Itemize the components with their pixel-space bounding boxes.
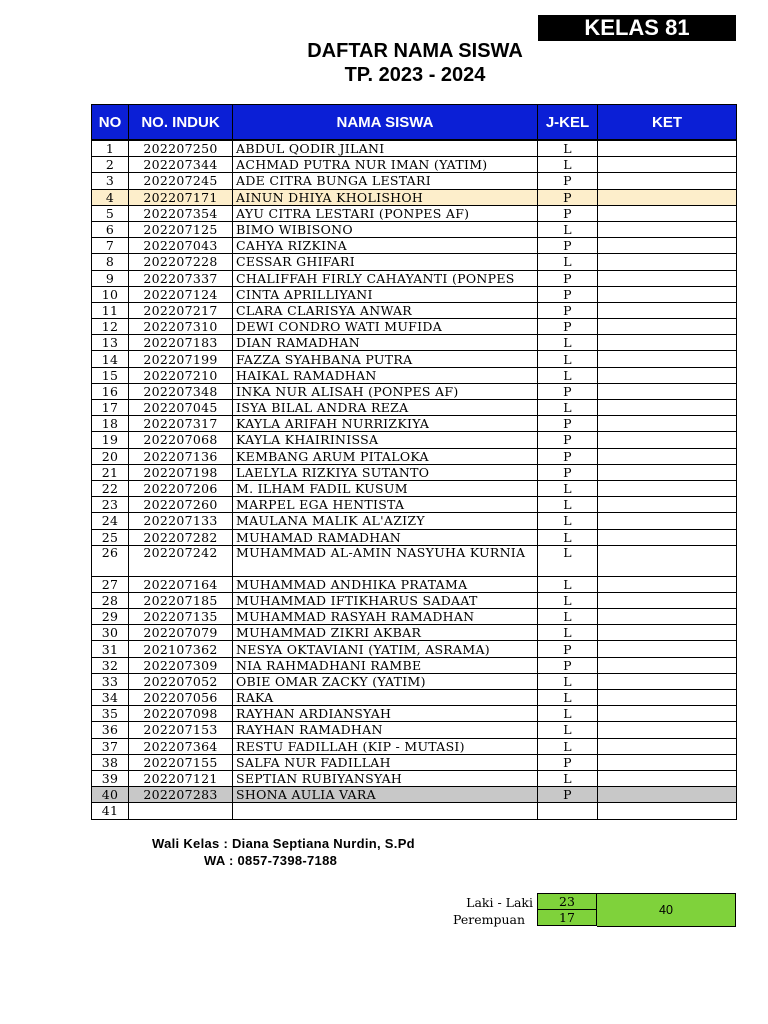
summary-counts	[537, 893, 597, 925]
header-no-induk: NO. INDUK	[129, 105, 233, 141]
jenis-kelamin: L	[538, 335, 598, 351]
keterangan	[598, 690, 737, 706]
table-row	[92, 738, 737, 754]
jenis-kelamin: P	[538, 238, 598, 254]
table-row	[92, 416, 737, 432]
nomor-induk: 202207317	[129, 416, 233, 432]
table-row	[92, 157, 737, 173]
keterangan	[598, 545, 737, 576]
nomor-induk: 202107362	[129, 641, 233, 657]
row-number: 25	[92, 529, 129, 545]
jenis-kelamin: P	[538, 189, 598, 205]
row-number: 31	[92, 641, 129, 657]
table-row	[92, 690, 737, 706]
jenis-kelamin: L	[538, 722, 598, 738]
nomor-induk: 202207199	[129, 351, 233, 367]
nomor-induk: 202207056	[129, 690, 233, 706]
nama-siswa: LAELYLA RIZKIYA SUTANTO	[233, 464, 538, 480]
nama-siswa: AYU CITRA LESTARI (PONPES AF)	[233, 205, 538, 221]
keterangan	[598, 480, 737, 496]
keterangan	[598, 754, 737, 770]
keterangan	[598, 335, 737, 351]
keterangan	[598, 319, 737, 335]
jenis-kelamin: L	[538, 673, 598, 689]
row-number: 39	[92, 770, 129, 786]
table-row	[92, 513, 737, 529]
jenis-kelamin: L	[538, 367, 598, 383]
table-row	[92, 609, 737, 625]
jenis-kelamin: P	[538, 270, 598, 286]
row-number: 3	[92, 173, 129, 189]
jenis-kelamin: L	[538, 497, 598, 513]
row-number: 10	[92, 286, 129, 302]
jenis-kelamin: L	[538, 545, 598, 576]
keterangan	[598, 400, 737, 416]
table-row	[92, 254, 737, 270]
nomor-induk: 202207043	[129, 238, 233, 254]
nomor-induk: 202207310	[129, 319, 233, 335]
table-row	[92, 448, 737, 464]
nomor-induk: 202207052	[129, 673, 233, 689]
nama-siswa: RAYHAN ARDIANSYAH	[233, 706, 538, 722]
nomor-induk: 202207250	[129, 140, 233, 157]
row-number: 16	[92, 383, 129, 399]
row-number: 40	[92, 787, 129, 803]
jenis-kelamin: L	[538, 254, 598, 270]
jenis-kelamin: L	[538, 738, 598, 754]
nomor-induk: 202207206	[129, 480, 233, 496]
nomor-induk: 202207185	[129, 592, 233, 608]
table-row	[92, 592, 737, 608]
nomor-induk: 202207364	[129, 738, 233, 754]
keterangan	[598, 416, 737, 432]
nama-siswa: KAYLA ARIFAH NURRIZKIYA	[233, 416, 538, 432]
table-row	[92, 480, 737, 496]
table-row	[92, 286, 737, 302]
row-number: 15	[92, 367, 129, 383]
nama-siswa: KAYLA KHAIRINISSA	[233, 432, 538, 448]
nama-siswa: ABDUL QODIR JILANI	[233, 140, 538, 157]
jenis-kelamin: L	[538, 609, 598, 625]
nama-siswa: CINTA APRILLIYANI	[233, 286, 538, 302]
nama-siswa: NESYA OKTAVIANI (YATIM, ASRAMA)	[233, 641, 538, 657]
jenis-kelamin: P	[538, 416, 598, 432]
row-number: 33	[92, 673, 129, 689]
header-no: NO	[92, 105, 129, 141]
row-number: 41	[92, 803, 129, 819]
table-row	[92, 770, 737, 786]
row-number: 8	[92, 254, 129, 270]
nomor-induk: 202207198	[129, 464, 233, 480]
nomor-induk: 202207337	[129, 270, 233, 286]
nama-siswa: MUHAMMAD IFTIKHARUS SADAAT	[233, 592, 538, 608]
row-number: 26	[92, 545, 129, 576]
table-row	[92, 545, 737, 576]
row-number: 24	[92, 513, 129, 529]
row-number: 27	[92, 576, 129, 592]
nama-siswa: KEMBANG ARUM PITALOKA	[233, 448, 538, 464]
table-row	[92, 173, 737, 189]
jenis-kelamin: L	[538, 690, 598, 706]
table-row	[92, 335, 737, 351]
nomor-induk: 202207124	[129, 286, 233, 302]
nama-siswa: CHALIFFAH FIRLY CAHAYANTI (PONPES	[233, 270, 538, 286]
nama-siswa: M. ILHAM FADIL KUSUM	[233, 480, 538, 496]
jenis-kelamin: P	[538, 302, 598, 318]
nama-siswa: NIA RAHMADHANI RAMBE	[233, 657, 538, 673]
jenis-kelamin: L	[538, 140, 598, 157]
nama-siswa: MUHAMAD RAMADHAN	[233, 529, 538, 545]
nama-siswa	[233, 803, 538, 819]
table-row	[92, 270, 737, 286]
jenis-kelamin: P	[538, 657, 598, 673]
table-row	[92, 351, 737, 367]
row-number: 7	[92, 238, 129, 254]
keterangan	[598, 238, 737, 254]
table-row	[92, 319, 737, 335]
nama-siswa: MUHAMMAD ZIKRI AKBAR	[233, 625, 538, 641]
nomor-induk: 202207183	[129, 335, 233, 351]
nomor-induk: 202207228	[129, 254, 233, 270]
row-number: 21	[92, 464, 129, 480]
nomor-induk: 202207348	[129, 383, 233, 399]
nomor-induk: 202207210	[129, 367, 233, 383]
table-row	[92, 722, 737, 738]
nama-siswa: INKA NUR ALISAH (PONPES AF)	[233, 383, 538, 399]
table-row	[92, 400, 737, 416]
row-number: 11	[92, 302, 129, 318]
nomor-induk: 202207135	[129, 609, 233, 625]
keterangan	[598, 657, 737, 673]
header-jenis-kelamin: J-KEL	[538, 105, 598, 141]
nama-siswa: CLARA CLARISYA ANWAR	[233, 302, 538, 318]
keterangan	[598, 432, 737, 448]
header-nama-siswa: NAMA SISWA	[233, 105, 538, 141]
jenis-kelamin: P	[538, 754, 598, 770]
table-row	[92, 787, 737, 803]
nomor-induk: 202207354	[129, 205, 233, 221]
table-row	[92, 432, 737, 448]
nama-siswa: SHONA AULIA VARA	[233, 787, 538, 803]
keterangan	[598, 770, 737, 786]
nama-siswa: CESSAR GHIFARI	[233, 254, 538, 270]
nama-siswa: MUHAMMAD ANDHIKA PRATAMA	[233, 576, 538, 592]
student-table-body	[92, 140, 737, 819]
keterangan	[598, 738, 737, 754]
row-number: 1	[92, 140, 129, 157]
nomor-induk	[129, 803, 233, 819]
jenis-kelamin: L	[538, 592, 598, 608]
table-row	[92, 529, 737, 545]
keterangan	[598, 576, 737, 592]
summary-perempuan-label: Perempuan	[452, 912, 525, 927]
row-number: 37	[92, 738, 129, 754]
row-number: 35	[92, 706, 129, 722]
keterangan	[598, 625, 737, 641]
keterangan	[598, 592, 737, 608]
keterangan	[598, 157, 737, 173]
nomor-induk: 202207164	[129, 576, 233, 592]
keterangan	[598, 722, 737, 738]
nama-siswa: MUHAMMAD AL-AMIN NASYUHA KURNIA	[233, 545, 538, 576]
row-number: 14	[92, 351, 129, 367]
keterangan	[598, 140, 737, 157]
jenis-kelamin: L	[538, 706, 598, 722]
keterangan	[598, 641, 737, 657]
nomor-induk: 202207121	[129, 770, 233, 786]
row-number: 18	[92, 416, 129, 432]
table-row	[92, 464, 737, 480]
nama-siswa: OBIE OMAR ZACKY (YATIM)	[233, 673, 538, 689]
jenis-kelamin: L	[538, 480, 598, 496]
nomor-induk: 202207283	[129, 787, 233, 803]
row-number: 19	[92, 432, 129, 448]
table-row	[92, 205, 737, 221]
keterangan	[598, 787, 737, 803]
row-number: 12	[92, 319, 129, 335]
row-number: 29	[92, 609, 129, 625]
keterangan	[598, 609, 737, 625]
row-number: 28	[92, 592, 129, 608]
jenis-kelamin: L	[538, 770, 598, 786]
row-number: 4	[92, 189, 129, 205]
row-number: 23	[92, 497, 129, 513]
jenis-kelamin: P	[538, 464, 598, 480]
nama-siswa: RAYHAN RAMADHAN	[233, 722, 538, 738]
jenis-kelamin: P	[538, 205, 598, 221]
wali-kelas: Wali Kelas : Diana Septiana Nurdin, S.Pd	[152, 836, 415, 851]
nomor-induk: 202207260	[129, 497, 233, 513]
jenis-kelamin: L	[538, 529, 598, 545]
nomor-induk: 202207079	[129, 625, 233, 641]
class-badge: KELAS 81	[538, 15, 736, 41]
keterangan	[598, 383, 737, 399]
summary-laki-label: Laki - Laki	[466, 895, 533, 910]
nama-siswa: ISYA BILAL ANDRA REZA	[233, 400, 538, 416]
jenis-kelamin: P	[538, 383, 598, 399]
nomor-induk: 202207282	[129, 529, 233, 545]
table-row	[92, 657, 737, 673]
nomor-induk: 202207344	[129, 157, 233, 173]
wali-phone: WA : 0857-7398-7188	[204, 853, 338, 868]
keterangan	[598, 189, 737, 205]
table-row	[92, 497, 737, 513]
table-row	[92, 221, 737, 237]
nama-siswa: ACHMAD PUTRA NUR IMAN (YATIM)	[233, 157, 538, 173]
row-number: 38	[92, 754, 129, 770]
table-row	[92, 625, 737, 641]
table-row	[92, 754, 737, 770]
nomor-induk: 202207136	[129, 448, 233, 464]
table-row	[92, 706, 737, 722]
nama-siswa: RESTU FADILLAH (KIP - MUTASI)	[233, 738, 538, 754]
nama-siswa: DEWI CONDRO WATI MUFIDA	[233, 319, 538, 335]
table-row	[92, 576, 737, 592]
nama-siswa: SEPTIAN RUBIYANSYAH	[233, 770, 538, 786]
nama-siswa: MARPEL EGA HENTISTA	[233, 497, 538, 513]
keterangan	[598, 803, 737, 819]
keterangan	[598, 367, 737, 383]
row-number: 22	[92, 480, 129, 496]
jenis-kelamin: P	[538, 641, 598, 657]
row-number: 34	[92, 690, 129, 706]
keterangan	[598, 529, 737, 545]
nama-siswa: RAKA	[233, 690, 538, 706]
row-number: 9	[92, 270, 129, 286]
student-table	[91, 104, 737, 820]
nomor-induk: 202207309	[129, 657, 233, 673]
jenis-kelamin: L	[538, 400, 598, 416]
jenis-kelamin: P	[538, 787, 598, 803]
jenis-kelamin: L	[538, 351, 598, 367]
nama-siswa: MAULANA MALIK AL'AZIZY	[233, 513, 538, 529]
keterangan	[598, 673, 737, 689]
nomor-induk: 202207153	[129, 722, 233, 738]
table-row	[92, 189, 737, 205]
table-row	[92, 140, 737, 157]
row-number: 17	[92, 400, 129, 416]
nomor-induk: 202207133	[129, 513, 233, 529]
jenis-kelamin: L	[538, 625, 598, 641]
document-title: DAFTAR NAMA SISWA	[307, 40, 523, 62]
nomor-induk: 202207068	[129, 432, 233, 448]
jenis-kelamin: P	[538, 319, 598, 335]
nama-siswa: FAZZA SYAHBANA PUTRA	[233, 351, 538, 367]
jenis-kelamin: P	[538, 286, 598, 302]
table-row	[92, 367, 737, 383]
summary-laki-value: 23	[537, 893, 597, 910]
keterangan	[598, 173, 737, 189]
nomor-induk: 202207245	[129, 173, 233, 189]
nama-siswa: MUHAMMAD RASYAH RAMADHAN	[233, 609, 538, 625]
nomor-induk: 202207098	[129, 706, 233, 722]
keterangan	[598, 448, 737, 464]
keterangan	[598, 706, 737, 722]
jenis-kelamin: P	[538, 432, 598, 448]
row-number: 2	[92, 157, 129, 173]
nama-siswa: HAIKAL RAMADHAN	[233, 367, 538, 383]
nama-siswa: DIAN RAMADHAN	[233, 335, 538, 351]
table-row	[92, 383, 737, 399]
row-number: 13	[92, 335, 129, 351]
keterangan	[598, 351, 737, 367]
jenis-kelamin: P	[538, 448, 598, 464]
keterangan	[598, 464, 737, 480]
row-number: 32	[92, 657, 129, 673]
nama-siswa: BIMO WIBISONO	[233, 221, 538, 237]
nomor-induk: 202207171	[129, 189, 233, 205]
jenis-kelamin: L	[538, 221, 598, 237]
jenis-kelamin	[538, 803, 598, 819]
row-number: 36	[92, 722, 129, 738]
keterangan	[598, 254, 737, 270]
nomor-induk: 202207125	[129, 221, 233, 237]
nama-siswa: CAHYA RIZKINA	[233, 238, 538, 254]
table-row	[92, 302, 737, 318]
document-subtitle: TP. 2023 - 2024	[344, 64, 486, 86]
table-row	[92, 673, 737, 689]
table-row	[92, 238, 737, 254]
table-row	[92, 641, 737, 657]
keterangan	[598, 205, 737, 221]
summary-total: 40	[597, 893, 736, 927]
nama-siswa: ADE CITRA BUNGA LESTARI	[233, 173, 538, 189]
table-header-row	[92, 105, 737, 141]
keterangan	[598, 497, 737, 513]
nama-siswa: SALFA NUR FADILLAH	[233, 754, 538, 770]
row-number: 5	[92, 205, 129, 221]
keterangan	[598, 513, 737, 529]
jenis-kelamin: L	[538, 157, 598, 173]
nomor-induk: 202207045	[129, 400, 233, 416]
jenis-kelamin: L	[538, 576, 598, 592]
nama-siswa: AINUN DHIYA KHOLISHOH	[233, 189, 538, 205]
summary-perempuan-value: 17	[537, 910, 597, 926]
nomor-induk: 202207242	[129, 545, 233, 576]
keterangan	[598, 286, 737, 302]
row-number: 30	[92, 625, 129, 641]
nomor-induk: 202207155	[129, 754, 233, 770]
table-row	[92, 803, 737, 819]
jenis-kelamin: L	[538, 513, 598, 529]
keterangan	[598, 270, 737, 286]
row-number: 20	[92, 448, 129, 464]
row-number: 6	[92, 221, 129, 237]
keterangan	[598, 221, 737, 237]
keterangan	[598, 302, 737, 318]
jenis-kelamin: P	[538, 173, 598, 189]
header-keterangan: KET	[598, 105, 737, 141]
nomor-induk: 202207217	[129, 302, 233, 318]
